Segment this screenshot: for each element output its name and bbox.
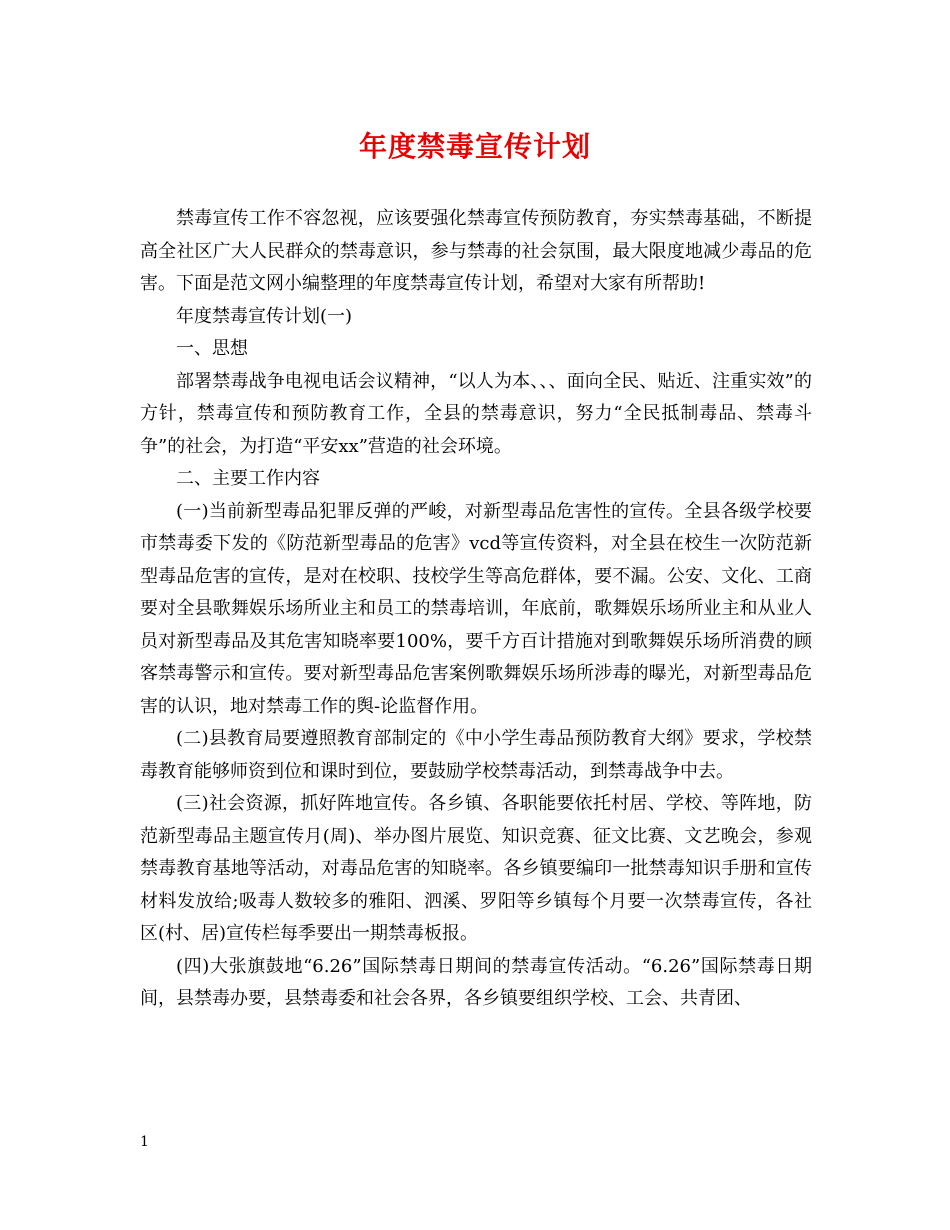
document-title: 年度禁毒宣传计划 [358,130,591,163]
paragraph-item-one: (一)当前新型毒品犯罪反弹的严峻，对新型毒品危害性的宣传。全县各级学校要市禁毒委下发的《防范新型毒品的危害》vcd等宣传资料，对全县在校生一次防范新型毒品危害的宣传，是对在校职、技校学生等高危群体，要不漏。公安、文化、工商要对全县歌舞娱乐场所业主和员工的禁毒培训，年底前，歌舞娱乐场所业主和从业人员对新型毒品及其危害知晓率要100%，要千方百计措施对到歌舞娱乐场所消费的顾客禁毒警示和宣传。要对新型毒品危害案例歌舞娱乐场所涉毒的曝光，对新型毒品危害的认识，地对禁毒工作的舆-论监督作用。 [140,500,812,717]
section-heading-main-work: 二、主要工作内容 [176,468,320,489]
paragraph-item-three: (三)社会资源，抓好阵地宣传。各乡镇、各职能要依托村居、学校、等阵地，防范新型毒品主题宣传月(周)、举办图片展览、知识竞赛、征文比赛、文艺晚会，参观禁毒教育基地等活动，对毒品危害的知晓率。各乡镇要编印一批禁毒知识手册和宣传材料发放给;吸毒人数较多的雅阳、泗溪、罗阳等乡镇每个月要一次禁毒宣传，各社区(村、居)宣传栏每季要出一期禁毒板报。 [140,793,812,944]
document-body [140,203,812,1016]
page-number: 1 [140,1134,149,1150]
paragraph-item-four: (四)大张旗鼓地“6.26”国际禁毒日期间的禁毒宣传活动。“6.26”国际禁毒日期间，县禁毒办要，县禁毒委和社会各界，各乡镇要组织学校、工会、共青团、 [140,955,812,1009]
paragraph-thought: 部署禁毒战争电视电话会议精神，“以人为本、、、面向全民、贴近、注重实效”的方针，禁毒宣传和预防教育工作，全县的禁毒意识，努力“全民抵制毒品、禁毒斗争”的社会，为打造“平安xx”营造的社会环境。 [140,370,812,457]
paragraph-item-two: (二)县教育局要遵照教育部制定的《中小学生毒品预防教育大纲》要求，学校禁毒教育能够师资到位和课时到位，要鼓励学校禁毒活动，到禁毒战争中去。 [140,728,812,782]
section-heading-thought: 一、思想 [176,338,248,359]
section-heading-plan-one: 年度禁毒宣传计划(一) [176,305,353,327]
paragraph-intro: 禁毒宣传工作不容忽视，应该要强化禁毒宣传预防教育，夯实禁毒基础，不断提高全社区广大人民群众的禁毒意识，参与禁毒的社会氛围，最大限度地减少毒品的危害。下面是范文网小编整理的年度禁毒宣传计划，希望对大家有所帮助! [140,208,812,294]
